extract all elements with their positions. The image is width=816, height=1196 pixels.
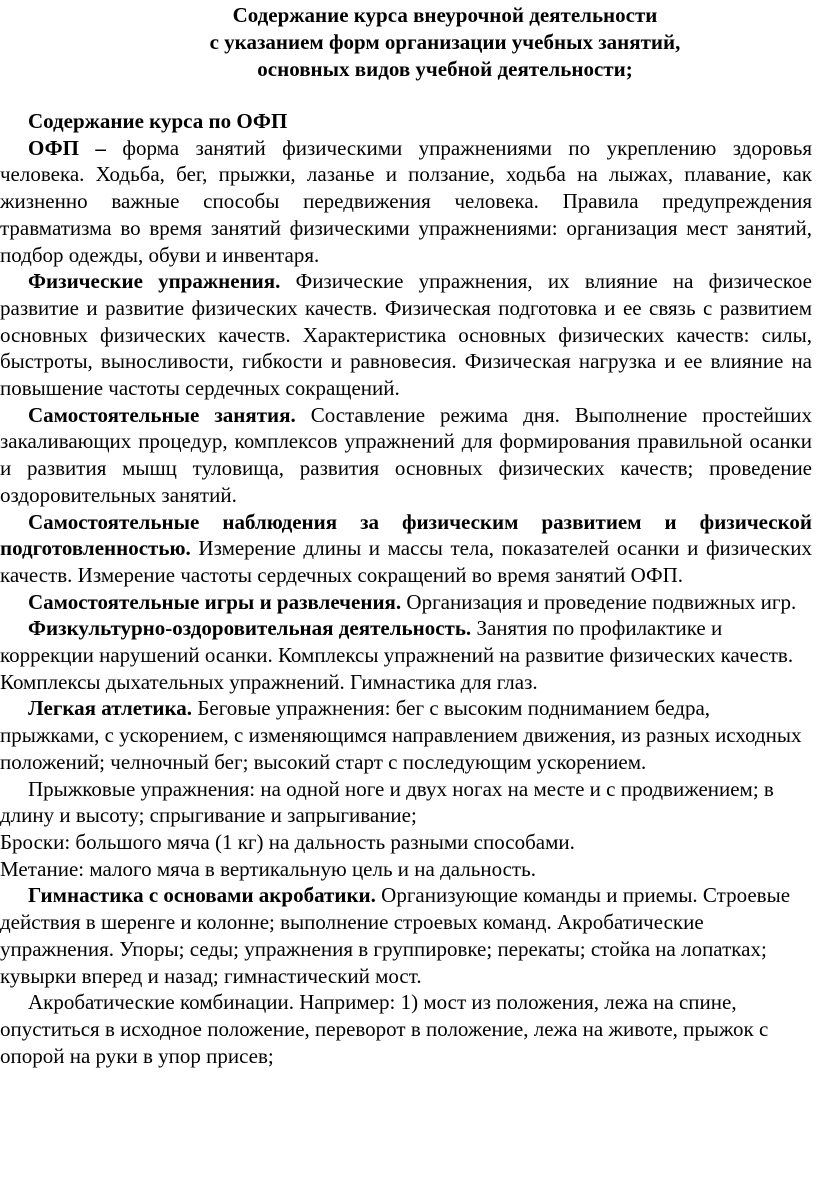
term-physical-exercises: Физические упражнения. [28,269,281,294]
text-physical-exercises: Физические упражнения, их влияние на физическое развитие и развитие физических качеств. Физическая подготовка и ее связь с развитием основных физических качеств. Характеристика основных физических качеств: силы, быстроты, выносливости, гибкости и равновесия. Физическая нагрузка и ее влияние на повышение частоты сердечных сокращений. [0,269,812,401]
term-observations: Самостоятельные наблюдения за физическим развитием и физической подготовленностью. [0,509,812,561]
term-games: Самостоятельные игры и развлечения. [28,589,402,614]
text-ofp: форма занятий физическими упражнениями по укреплению здоровья человека. Ходьба, бег, прыжки, лазанье и ползание, ходьба на лыжах, плавание, как жизненно важные способы передвижения человека. Правила предупреждения травматизма во время занятий физическими упражнениями: организация мест занятий, подбор одежды, обуви и инвентаря. [0,135,812,267]
paragraph-jumping: Прыжковые упражнения: на одной ноге и двух ногах на месте и с продвижением; в длину и высоту; спрыгивание и запрыгивание; [0,776,774,828]
paragraph-observations [0,509,812,589]
paragraph-health-activity [0,615,812,695]
title-line-3: основных видов учебной деятельности; [257,57,633,81]
term-athletics: Легкая атлетика. [28,696,193,721]
title-line-1: Содержание курса внеурочной деятельности [232,3,658,27]
paragraph-ofp [0,135,812,269]
term-ofp: ОФП – [28,135,106,160]
term-health-activity: Физкультурно-оздоровительная деятельность. [28,616,472,641]
term-self-study: Самостоятельные занятия. [28,402,296,427]
text-games: Организация и проведение подвижных игр. [401,589,797,614]
ofp-heading: Содержание курса по ОФП [28,109,288,133]
text-observations: Измерение длины и массы тела, показателей осанки и физических качеств. Измерение частоты сердечных сокращений во время занятий ОФП. [0,536,812,587]
text-athletics: Беговые упражнения: бег с высоким подниманием бедра, прыжками, с ускорением, с изменяющимся направлением движения, из разных исходных положений; челночный бег; высокий старт с последующим ускорением. [0,696,802,774]
title-line-2: с указанием форм организации учебных занятий, [209,30,681,54]
document-body [0,108,812,1069]
term-gymnastics: Гимнастика с основами акробатики. [28,883,376,908]
paragraph-throws: Броски: большого мяча (1 кг) на дальность разными способами. [0,829,575,854]
paragraph-games [0,589,812,616]
paragraph-tossing: Метание: малого мяча в вертикальную цель и на дальность. [0,856,536,881]
text-gymnastics: Организующие команды и приемы. Строевые действия в шеренге и колонне; выполнение строевых команд. Акробатические упражнения. Упоры; седы; упражнения в группировке; перекаты; стойка на лопатках; кувырки вперед и назад; гимнастический мост. [0,883,791,988]
paragraph-self-study [0,402,812,509]
paragraph-acrobatic-combinations: Акробатические комбинации. Например: 1) мост из положения, лежа на спине, опуститься в исходное положение, переворот в положение, лежа на животе, прыжок с опорой на руки в упор присев; [0,990,769,1068]
paragraph-gymnastics [0,882,812,989]
paragraph-physical-exercises [0,268,812,402]
text-self-study: Составление режима дня. Выполнение простейших закаливающих процедур, комплексов упражнений для формирования правильной осанки и развития мышц туловища, развития основных физических качеств; проведение оздоровительных занятий. [0,402,812,507]
document-title [0,2,816,83]
text-health-activity: Занятия по профилактике и коррекции нарушений осанки. Комплексы упражнений на развитие физических качеств. Комплексы дыхательных упражнений. Гимнастика для глаз. [0,616,794,694]
paragraph-athletics [0,695,812,775]
